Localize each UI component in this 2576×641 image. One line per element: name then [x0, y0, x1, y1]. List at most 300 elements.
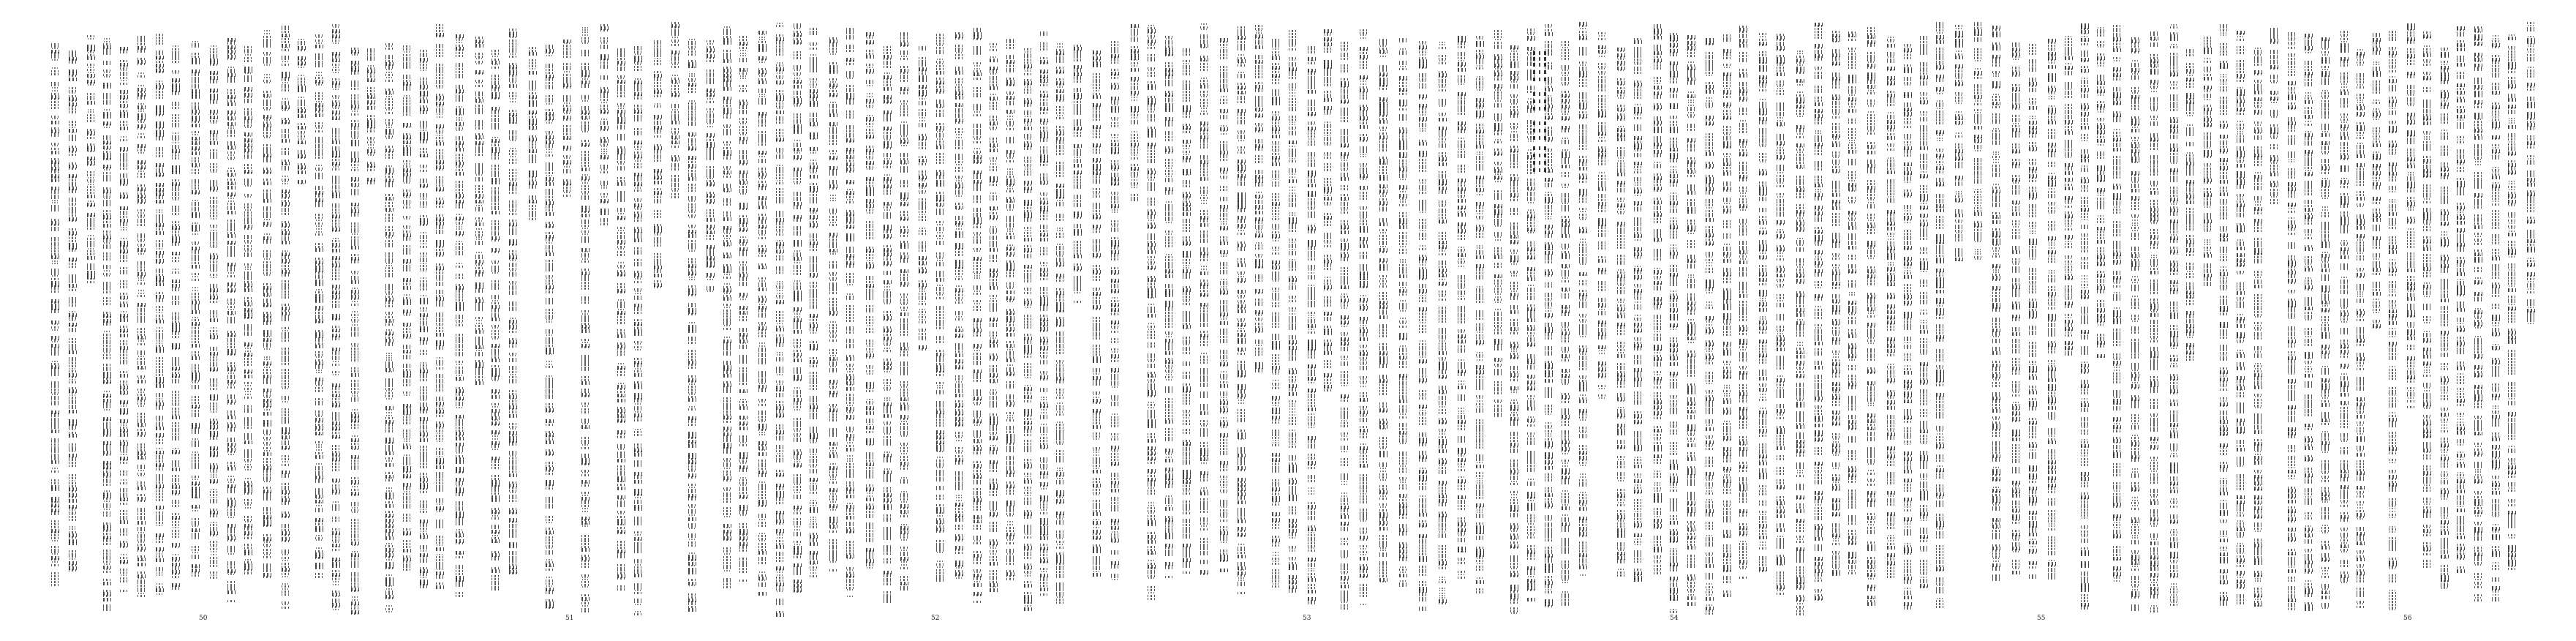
glyph-stroke: [138, 487, 146, 490]
glyph-stroke: [210, 51, 217, 53]
glyph-stroke: [51, 487, 59, 491]
glyph-stroke: [120, 362, 127, 364]
glyph-stroke: [210, 166, 217, 168]
glyph-stroke: [138, 75, 145, 78]
glyph-stroke: [138, 280, 144, 281]
glyph-stroke: [172, 573, 179, 575]
glyph-stroke: [138, 577, 144, 579]
glyph-stroke: [104, 275, 110, 277]
glyph-stroke: [156, 315, 163, 317]
glyph-stroke: [173, 254, 178, 255]
glyph-stroke: [121, 554, 127, 555]
glyph-stroke: [156, 439, 163, 441]
glyph-stroke: [138, 209, 145, 211]
glyph-stroke: [69, 569, 76, 571]
glyph-stroke: [192, 356, 200, 360]
glyph-stroke: [157, 448, 162, 449]
glyph-stroke: [138, 146, 145, 149]
glyph-stroke: [192, 293, 199, 295]
glyph-stroke: [103, 506, 110, 508]
glyph-stroke: [172, 80, 179, 83]
glyph-stroke: [88, 278, 94, 280]
glyph-stroke: [156, 371, 163, 373]
glyph-stroke: [88, 235, 94, 236]
glyph-stroke: [103, 382, 110, 384]
glyph-stroke: [104, 569, 110, 570]
glyph-stroke: [121, 451, 127, 453]
glyph-stroke: [172, 303, 179, 305]
glyph-stroke: [156, 349, 164, 353]
glyph-stroke: [51, 250, 59, 252]
glyph-stroke: [121, 394, 127, 395]
glyph-stroke: [192, 113, 199, 115]
glyph-stroke: [51, 506, 59, 508]
glyph-stroke: [172, 336, 179, 338]
glyph-stroke: [138, 413, 145, 415]
glyph-stroke: [51, 107, 59, 109]
glyph-stroke: [156, 468, 163, 471]
glyph-stroke: [51, 415, 59, 417]
glyph-stroke: [103, 396, 110, 398]
glyph-stroke: [172, 411, 179, 413]
glyph-stroke: [120, 381, 127, 383]
glyph-stroke: [69, 111, 76, 113]
glyph-stroke: [87, 253, 94, 255]
glyph-stroke: [210, 241, 217, 244]
glyph-stroke: [87, 238, 94, 240]
glyph-stroke: [69, 526, 75, 528]
glyph-stroke: [52, 48, 58, 49]
glyph-stroke: [192, 95, 200, 99]
glyph-stroke: [156, 384, 164, 388]
glyph-stroke: [103, 291, 110, 293]
glyph-stroke: [173, 448, 178, 449]
glyph-stroke: [192, 102, 199, 105]
glyph-stroke: [210, 73, 217, 75]
glyph-stroke: [120, 121, 127, 123]
glyph-stroke: [156, 555, 163, 558]
glyph-stroke: [120, 510, 127, 512]
glyph-stroke: [192, 184, 199, 187]
glyph-stroke: [156, 262, 163, 264]
glyph-stroke: [51, 482, 59, 484]
glyph-stroke: [192, 507, 198, 509]
glyph-stroke: [172, 107, 179, 109]
glyph-stroke: [103, 357, 110, 359]
glyph-stroke: [120, 340, 127, 342]
glyph-stroke: [138, 446, 145, 449]
glyph-stroke: [192, 172, 199, 174]
glyph-stroke: [210, 190, 217, 192]
glyph-stroke: [103, 300, 110, 302]
glyph-stroke: [192, 149, 199, 151]
glyph-stroke: [69, 397, 76, 399]
glyph-stroke: [121, 422, 127, 424]
glyph-stroke: [52, 87, 58, 89]
glyph-stroke: [192, 187, 199, 190]
glyph-stroke: [156, 114, 163, 116]
glyph-stroke: [172, 221, 179, 223]
glyph-stroke: [173, 199, 178, 200]
glyph-stroke: [192, 265, 200, 269]
glyph-stroke: [103, 138, 110, 140]
glyph-stroke: [172, 381, 179, 383]
glyph-stroke: [120, 252, 127, 254]
glyph-stroke: [156, 465, 163, 468]
glyph-stroke: [138, 475, 144, 476]
glyph-stroke: [172, 364, 179, 366]
glyph-stroke: [156, 436, 163, 438]
glyph-stroke: [192, 41, 198, 42]
glyph-stroke: [104, 509, 110, 510]
glyph-stroke: [192, 566, 198, 568]
glyph-stroke: [138, 221, 145, 223]
glyph-stroke: [103, 369, 110, 371]
glyph-stroke: [87, 225, 94, 227]
glyph-stroke: [103, 514, 110, 517]
glyph-stroke: [69, 75, 76, 77]
glyph-stroke: [172, 120, 179, 122]
glyph-stroke: [138, 168, 145, 170]
glyph-stroke: [51, 546, 59, 548]
glyph-stroke: [69, 443, 76, 446]
glyph-stroke: [138, 513, 145, 515]
glyph-stroke: [156, 493, 163, 495]
glyph-stroke: [172, 154, 179, 157]
glyph-stroke: [120, 473, 127, 476]
glyph-stroke: [192, 279, 199, 281]
glyph-stroke: [104, 270, 110, 271]
glyph-stroke: [69, 407, 76, 409]
glyph-stroke: [87, 245, 94, 247]
glyph-stroke: [69, 176, 76, 179]
glyph-stroke: [51, 104, 59, 106]
glyph-stroke: [88, 77, 94, 78]
glyph-stroke: [103, 345, 110, 347]
glyph-stroke: [156, 34, 163, 36]
glyph-stroke: [103, 158, 110, 160]
glyph-stroke: [138, 358, 145, 360]
glyph-stroke: [192, 338, 199, 340]
glyph-stroke: [138, 380, 146, 383]
glyph-stroke: [87, 171, 94, 173]
glyph-stroke: [88, 111, 94, 113]
glyph-stroke: [192, 451, 198, 453]
glyph-stroke: [192, 484, 199, 486]
glyph-stroke: [172, 369, 179, 371]
glyph-stroke: [69, 459, 76, 461]
glyph-stroke: [211, 218, 216, 220]
glyph-stroke: [51, 197, 59, 199]
glyph-stroke: [103, 255, 110, 258]
glyph-stroke: [69, 394, 75, 396]
glyph-stroke: [192, 214, 200, 218]
glyph-stroke: [156, 479, 163, 481]
glyph-stroke: [87, 195, 95, 198]
glyph-stroke: [69, 78, 77, 81]
glyph-stroke: [138, 571, 145, 574]
glyph-stroke: [120, 267, 127, 269]
glyph-stroke: [103, 210, 110, 212]
glyph-stroke: [120, 260, 127, 262]
glyph-stroke: [172, 505, 179, 507]
glyph-stroke: [156, 300, 163, 302]
glyph-stroke: [69, 311, 75, 312]
glyph-stroke: [192, 233, 198, 235]
text-column: [50, 0, 59, 641]
glyph-stroke: [120, 326, 127, 328]
glyph-stroke: [69, 179, 76, 181]
glyph-stroke: [156, 511, 163, 514]
glyph-stroke: [138, 521, 146, 525]
glyph-stroke: [138, 582, 145, 584]
glyph-stroke: [121, 80, 127, 81]
glyph-stroke: [138, 443, 145, 446]
glyph-stroke: [69, 379, 75, 381]
glyph-stroke: [192, 396, 199, 398]
glyph-stroke: [210, 157, 217, 159]
glyph-stroke: [192, 324, 199, 326]
glyph-stroke: [172, 170, 180, 174]
glyph-stroke: [210, 163, 217, 165]
glyph-stroke: [172, 408, 179, 410]
glyph-stroke: [210, 261, 217, 263]
glyph-stroke: [192, 143, 198, 145]
glyph-stroke: [103, 550, 110, 552]
glyph-stroke: [69, 368, 75, 370]
glyph-stroke: [69, 558, 75, 560]
glyph-stroke: [192, 574, 199, 577]
glyph-stroke: [52, 118, 58, 119]
glyph-stroke: [138, 494, 145, 496]
glyph-stroke: [172, 244, 179, 246]
text-column: [208, 0, 217, 641]
glyph-stroke: [138, 263, 145, 266]
glyph-stroke: [172, 433, 179, 435]
glyph-stroke: [156, 292, 163, 294]
glyph-stroke: [210, 239, 217, 241]
glyph-stroke: [87, 186, 94, 188]
glyph-stroke: [104, 72, 110, 73]
glyph-stroke: [173, 405, 178, 406]
glyph-stroke: [51, 403, 59, 405]
glyph-stroke: [211, 122, 216, 124]
text-column: [154, 0, 163, 641]
glyph-stroke: [103, 481, 110, 483]
glyph-stroke: [138, 290, 144, 291]
glyph-stroke: [88, 177, 94, 179]
glyph-stroke: [138, 127, 145, 130]
glyph-stroke: [121, 299, 127, 300]
glyph-stroke: [87, 98, 94, 100]
glyph-stroke: [138, 110, 144, 112]
glyph-stroke: [157, 327, 162, 329]
glyph-stroke: [69, 462, 76, 464]
glyph-stroke: [69, 550, 76, 552]
glyph-stroke: [138, 63, 145, 65]
glyph-stroke: [172, 576, 179, 578]
glyph-stroke: [69, 287, 75, 288]
glyph-stroke: [51, 288, 59, 290]
glyph-stroke: [192, 287, 198, 288]
glyph-stroke: [103, 297, 110, 299]
glyph-stroke: [192, 230, 198, 232]
text-column: [190, 0, 199, 641]
glyph-stroke: [69, 151, 76, 153]
glyph-stroke: [121, 93, 127, 94]
glyph-stroke: [173, 132, 178, 134]
glyph-stroke: [51, 526, 59, 528]
glyph-stroke: [138, 536, 145, 539]
glyph-stroke: [120, 139, 127, 141]
glyph-stroke: [211, 171, 216, 173]
glyph-stroke: [52, 323, 58, 325]
glyph-stroke: [69, 528, 75, 530]
glyph-stroke: [51, 229, 59, 231]
glyph-stroke: [69, 536, 76, 539]
text-column: [118, 0, 127, 641]
glyph-stroke: [120, 124, 127, 126]
glyph-stroke: [138, 429, 145, 431]
glyph-stroke: [156, 457, 163, 460]
glyph-stroke: [103, 468, 110, 470]
glyph-stroke: [172, 151, 179, 154]
glyph-stroke: [69, 61, 76, 64]
glyph-stroke: [192, 415, 199, 417]
glyph-stroke: [192, 382, 198, 383]
glyph-stroke: [69, 266, 76, 268]
glyph-stroke: [120, 197, 127, 199]
glyph-stroke: [156, 330, 163, 332]
glyph-stroke: [138, 85, 144, 86]
glyph-stroke: [156, 149, 163, 151]
glyph-stroke: [103, 316, 110, 318]
glyph-stroke: [138, 236, 145, 238]
glyph-stroke: [138, 518, 145, 520]
glyph-stroke: [103, 498, 110, 500]
glyph-stroke: [120, 520, 128, 524]
glyph-stroke: [120, 357, 127, 359]
glyph-stroke: [52, 561, 58, 563]
glyph-stroke: [172, 438, 179, 441]
glyph-stroke: [156, 487, 163, 490]
glyph-stroke: [69, 205, 75, 206]
glyph-stroke: [156, 53, 163, 55]
glyph-stroke: [156, 240, 163, 242]
glyph-stroke: [173, 554, 178, 555]
glyph-stroke: [87, 117, 94, 119]
glyph-stroke: [103, 218, 110, 220]
glyph-stroke: [192, 438, 198, 440]
glyph-stroke: [103, 561, 110, 563]
glyph-stroke: [210, 81, 217, 83]
glyph-stroke: [156, 271, 163, 273]
glyph-stroke: [103, 303, 110, 305]
glyph-stroke: [104, 242, 110, 244]
glyph-stroke: [138, 481, 145, 484]
glyph-stroke: [120, 569, 127, 571]
glyph-stroke: [51, 471, 59, 473]
glyph-stroke: [52, 145, 58, 146]
glyph-stroke: [51, 578, 59, 580]
glyph-stroke: [172, 318, 179, 320]
glyph-stroke: [51, 353, 59, 356]
glyph-stroke: [120, 371, 127, 373]
glyph-stroke: [120, 334, 128, 337]
glyph-stroke: [69, 376, 76, 378]
glyph-stroke: [210, 202, 217, 204]
glyph-stroke: [172, 518, 179, 520]
text-column: [170, 0, 179, 641]
glyph-stroke: [51, 581, 59, 583]
glyph-stroke: [103, 252, 110, 255]
glyph-stroke: [192, 290, 198, 291]
glyph-stroke: [157, 572, 162, 574]
glyph-stroke: [192, 134, 198, 135]
glyph-stroke: [172, 104, 179, 106]
glyph-stroke: [210, 91, 217, 93]
glyph-stroke: [138, 136, 145, 138]
glyph-stroke: [156, 460, 163, 462]
glyph-stroke: [192, 445, 199, 447]
glyph-stroke: [138, 500, 145, 502]
glyph-stroke: [69, 234, 76, 236]
glyph-stroke: [103, 533, 110, 535]
glyph-stroke: [210, 135, 217, 138]
glyph-stroke: [51, 479, 59, 481]
glyph-stroke: [69, 555, 76, 558]
glyph-stroke: [87, 189, 94, 191]
glyph-stroke: [156, 427, 164, 430]
glyph-stroke: [138, 595, 145, 597]
glyph-stroke: [173, 282, 178, 283]
glyph-stroke: [103, 558, 110, 560]
glyph-stroke: [69, 330, 76, 332]
glyph-stroke: [69, 250, 75, 252]
glyph-stroke: [172, 93, 179, 95]
glyph-stroke: [69, 87, 76, 89]
glyph-stroke: [156, 88, 163, 90]
glyph-stroke: [69, 127, 75, 128]
glyph-stroke: [192, 546, 199, 548]
glyph-stroke: [52, 258, 58, 259]
glyph-stroke: [52, 67, 58, 69]
glyph-stroke: [138, 356, 144, 357]
glyph-stroke: [103, 97, 110, 100]
glyph-stroke: [156, 408, 163, 410]
glyph-stroke: [69, 465, 76, 467]
glyph-stroke: [192, 510, 198, 511]
glyph-stroke: [121, 227, 127, 228]
glyph-stroke: [51, 151, 59, 154]
glyph-stroke: [138, 173, 145, 175]
glyph-stroke: [172, 397, 179, 399]
glyph-stroke: [157, 211, 162, 213]
glyph-stroke: [51, 98, 59, 100]
glyph-stroke: [138, 550, 145, 552]
glyph-stroke: [88, 72, 94, 73]
glyph-stroke: [88, 67, 94, 68]
glyph-stroke: [69, 263, 76, 265]
glyph-stroke: [156, 306, 163, 308]
glyph-stroke: [138, 277, 144, 279]
glyph-stroke: [138, 108, 144, 110]
glyph-stroke: [120, 224, 127, 226]
glyph-stroke: [51, 244, 59, 247]
glyph-stroke: [172, 157, 179, 160]
glyph-stroke: [156, 127, 163, 130]
glyph-stroke: [69, 108, 76, 110]
